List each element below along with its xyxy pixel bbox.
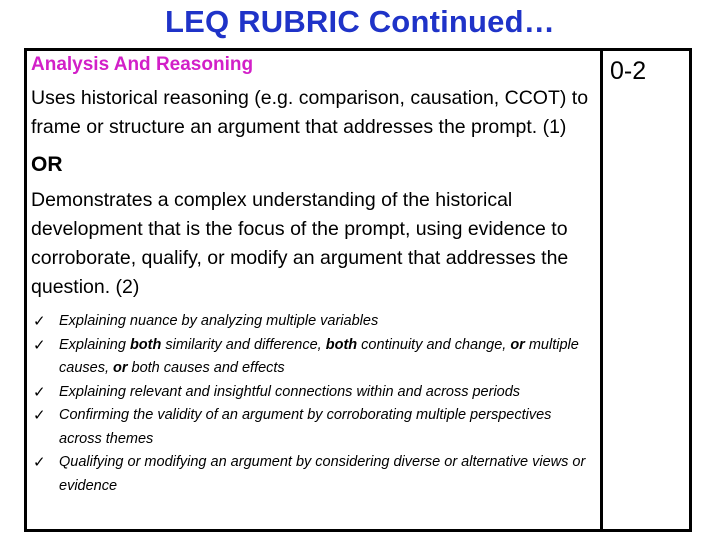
page-title: LEQ RUBRIC Continued… — [165, 4, 555, 39]
criterion-paragraph-1: Uses historical reasoning (e.g. comparison, causation, CCOT) to frame or structure an argument that addresses the prompt. (1) — [31, 87, 589, 138]
section-heading: Analysis And Reasoning — [31, 54, 254, 75]
criteria-cell — [31, 52, 596, 498]
checklist-text: similarity and difference, — [161, 336, 326, 353]
checklist-emphasis: both — [129, 336, 162, 353]
checkmark-icon: ✓ — [33, 407, 46, 424]
criterion-paragraph-2: Demonstrates a complex understanding of the historical development that is the focus of the prompt, using evidence to corroborate, qualify, or modify an argument that addresses the question. (2) — [31, 189, 569, 298]
checklist-text: Qualifying or modifying an argument by considering diverse or alternative views or evidence — [59, 454, 586, 494]
checklist-item — [31, 451, 596, 498]
checklist-text: both causes and effects — [127, 360, 285, 376]
checklist-item — [31, 381, 596, 405]
checklist-text: Confirming the validity of an argument by corroborating multiple perspectives across themes — [59, 407, 552, 447]
or-label: OR — [31, 153, 63, 176]
checklist — [31, 310, 596, 498]
checkmark-icon: ✓ — [33, 454, 46, 471]
column-divider — [600, 48, 603, 532]
checklist-text: multiple causes, — [59, 336, 579, 376]
checklist-text: continuity and change, — [357, 336, 511, 353]
checklist-emphasis: or — [113, 360, 128, 376]
checklist-item — [31, 404, 596, 451]
checklist-item — [31, 334, 596, 381]
checklist-text: Explaining nuance by analyzing multiple variables — [59, 313, 379, 329]
checkmark-icon: ✓ — [33, 336, 46, 354]
checklist-text: Explaining relevant and insightful connections within and across periods — [59, 383, 521, 400]
checklist-emphasis: or — [510, 336, 525, 353]
checklist-text: Explaining — [59, 336, 130, 353]
checklist-emphasis: both — [325, 336, 358, 353]
checkmark-icon: ✓ — [33, 313, 46, 330]
checkmark-icon: ✓ — [33, 383, 46, 401]
checklist-item — [31, 310, 596, 334]
score-range: 0-2 — [610, 57, 647, 85]
